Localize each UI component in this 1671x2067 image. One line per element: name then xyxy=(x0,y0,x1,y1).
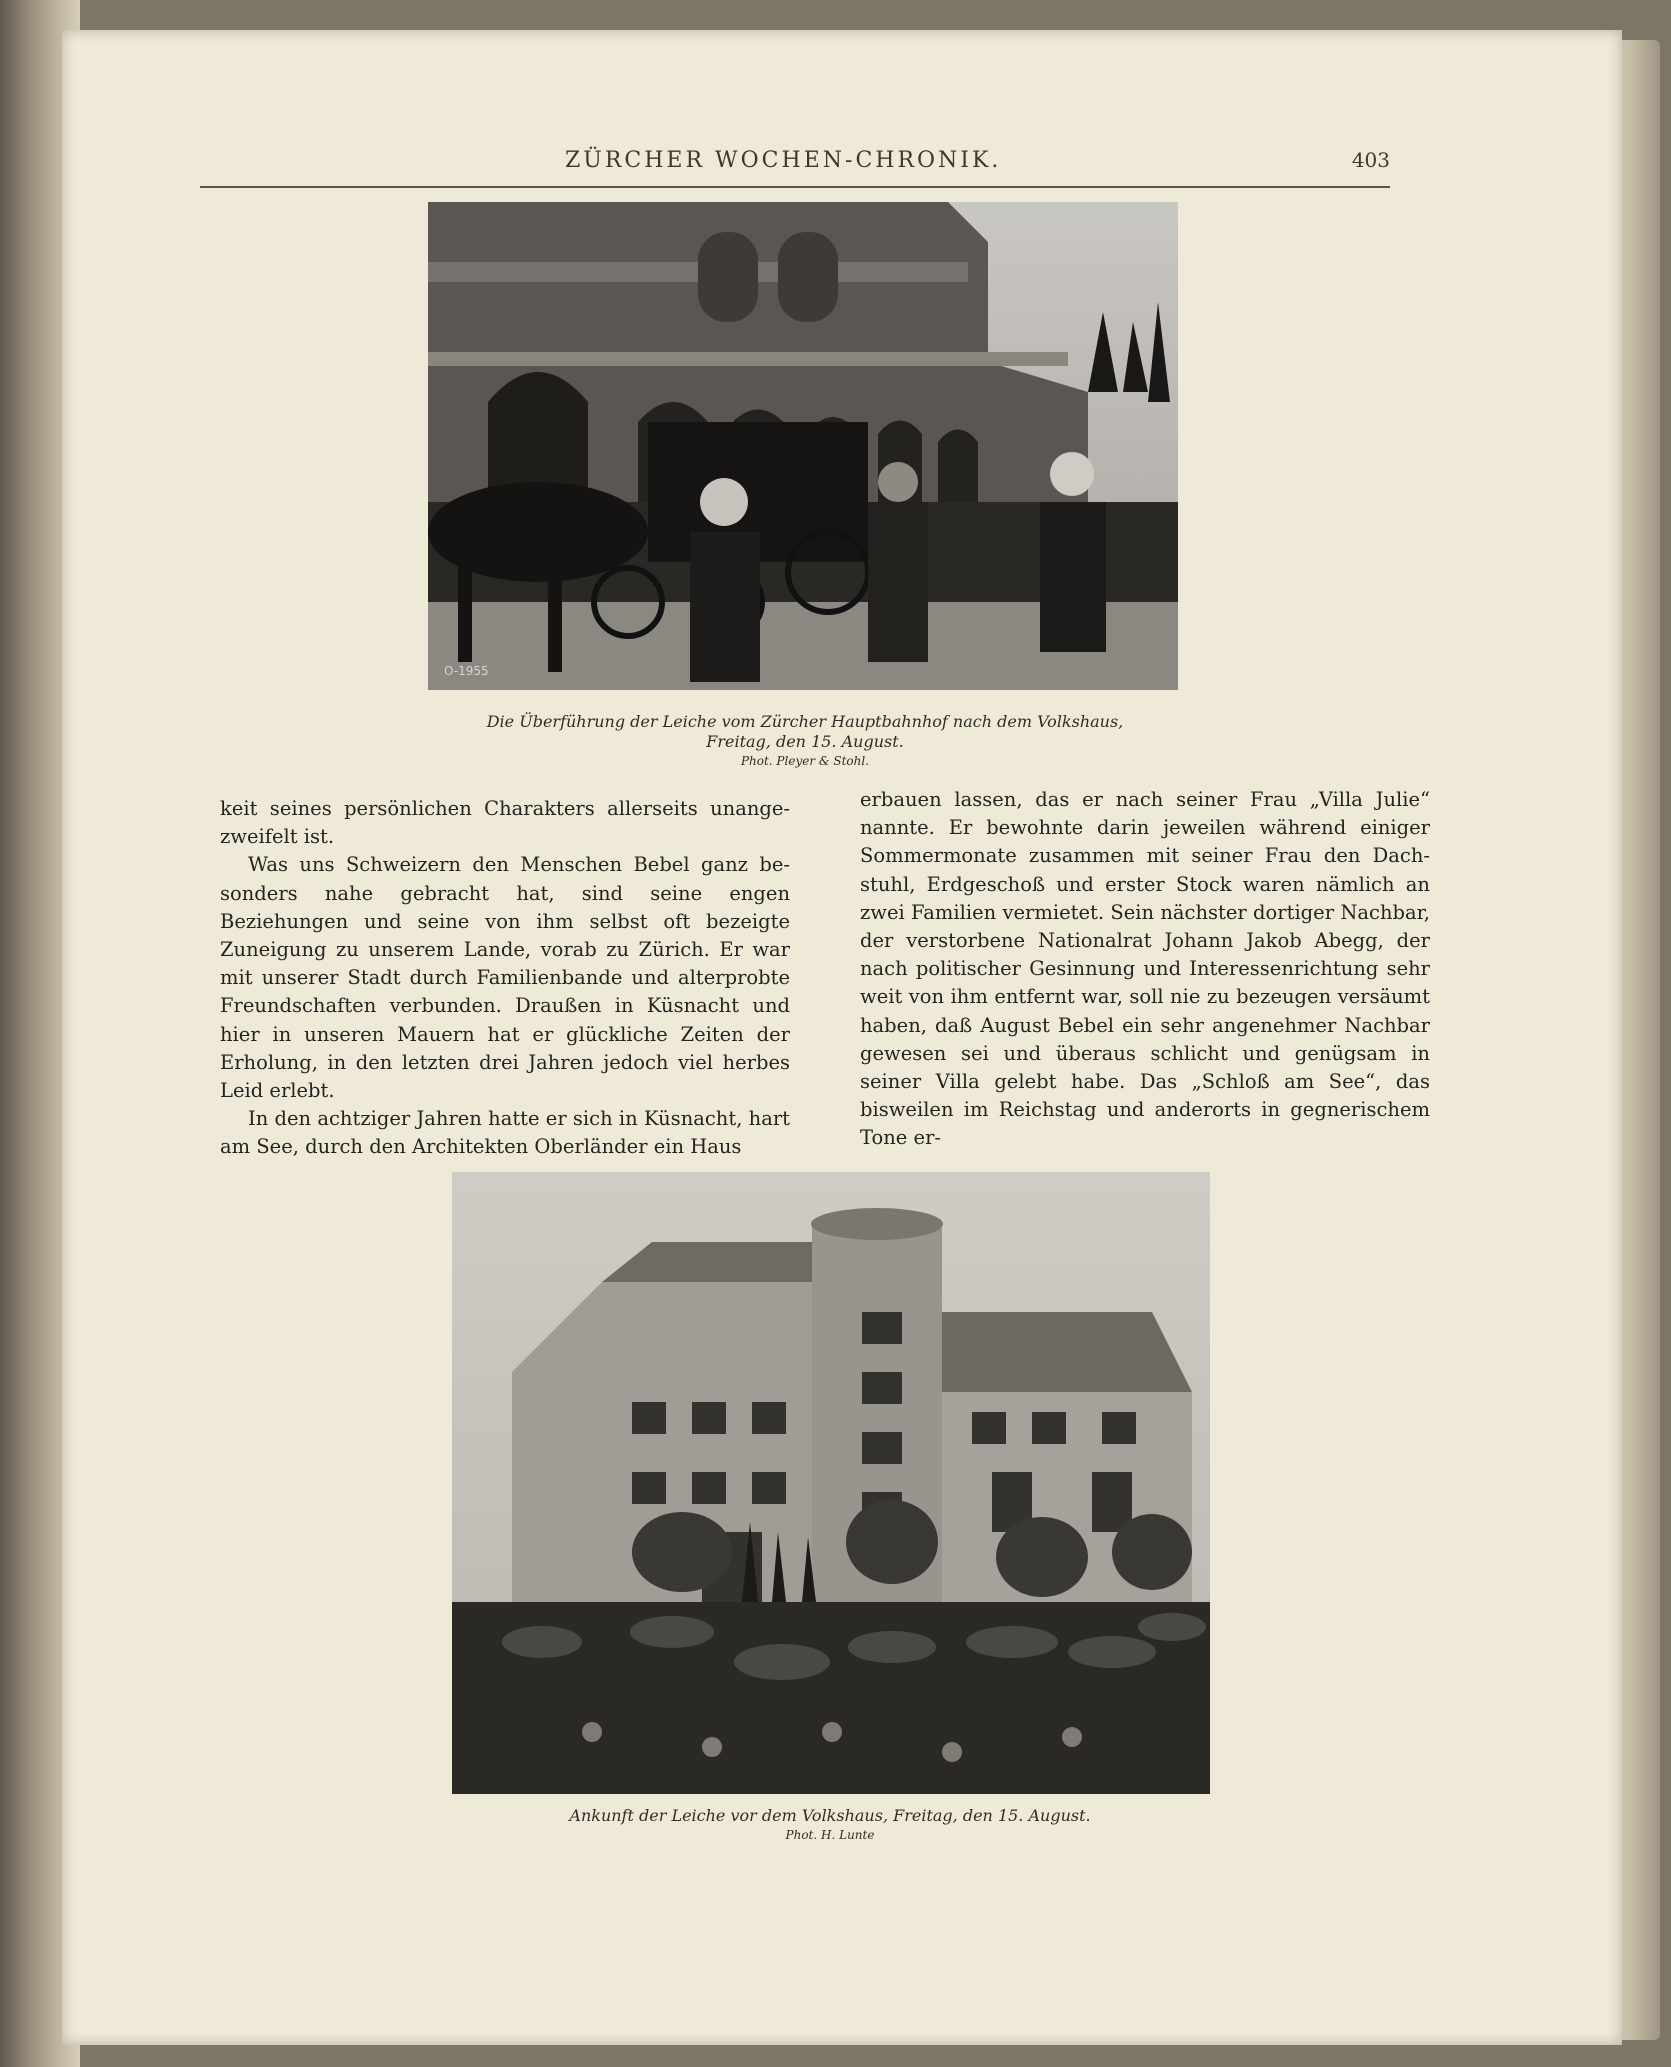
photo-volkshaus xyxy=(452,1172,1210,1794)
photo-top-caption-line2: Freitag, den 15. August. xyxy=(706,732,904,751)
left-paragraph-1: keit seines persönlichen Charakters allerseits unangezweifelt ist. xyxy=(220,797,790,849)
photo-top-credit: Phot. Pleyer & Stohl. xyxy=(740,754,870,768)
header-rule xyxy=(200,186,1390,188)
right-paragraph-1: erbauen lassen, das er nach seiner Frau „Villa Julie“ nannte. Er bewohnte darin jeweilen während einiger Sommermonate zusammen mit seiner Frau den Dachstuhl, Erdgeschoß und erster Stock waren nämlich an zwei Familien vermietet. Sein nächster dortiger Nachbar, der verstorbene Nationalrat Johann Jakob Abegg, der nach politischer Gesinnung und Interessenrichtung sehr weit von ihm entfernt war, soll nie zu bezeugen versäumt haben, daß August Bebel ein sehr angenehmer Nachbar gewesen sei und überaus schlicht und genügsam in seiner Villa gelebt habe. Das „Schloß am See“, das bisweilen im Reichstag und anderorts in gegnerischem Tone er- xyxy=(860,788,1430,1150)
left-paragraph-3: In den achtziger Jahren hatte er sich in Küsnacht, hart am See, durch den Architekten Oberländer ein Haus xyxy=(220,1107,790,1159)
text-column-left xyxy=(220,795,790,1162)
photo-bottom-caption xyxy=(440,1806,1220,1844)
header-title: ZÜRCHER WOCHEN-CHRONIK. xyxy=(565,148,1002,173)
page-number: 403 xyxy=(1351,148,1390,172)
plate-mark: O-1955 xyxy=(444,664,489,678)
text-column-right xyxy=(860,786,1430,1153)
photo-train-station xyxy=(428,202,1178,690)
photo-top-caption-line1: Die Überführung der Leiche vom Zürcher Hauptbahnhof nach dem Volkshaus, xyxy=(486,712,1124,731)
running-header xyxy=(200,148,1390,188)
photo-bottom-credit: Phot. H. Lunte xyxy=(785,1828,875,1842)
left-paragraph-2: Was uns Schweizern den Menschen Bebel ganz besonders nahe gebracht hat, sind seine engen Beziehungen und seine von ihm selbst oft bezeigte Zuneigung zu unserem Lande, vorab zu Zürich. Er war mit unserer Stadt durch Familienbande und alterprobte Freundschaften verbunden. Draußen in Küsnacht und hier in unseren Mauern hat er glückliche Zeiten der Erholung, in den letzten drei Jahren jedoch viel herbes Leid erlebt. xyxy=(220,853,790,1103)
photo-bottom-caption-line1: Ankunft der Leiche vor dem Volkshaus, Freitag, den 15. August. xyxy=(569,1806,1091,1825)
photo-top-caption xyxy=(420,712,1190,770)
